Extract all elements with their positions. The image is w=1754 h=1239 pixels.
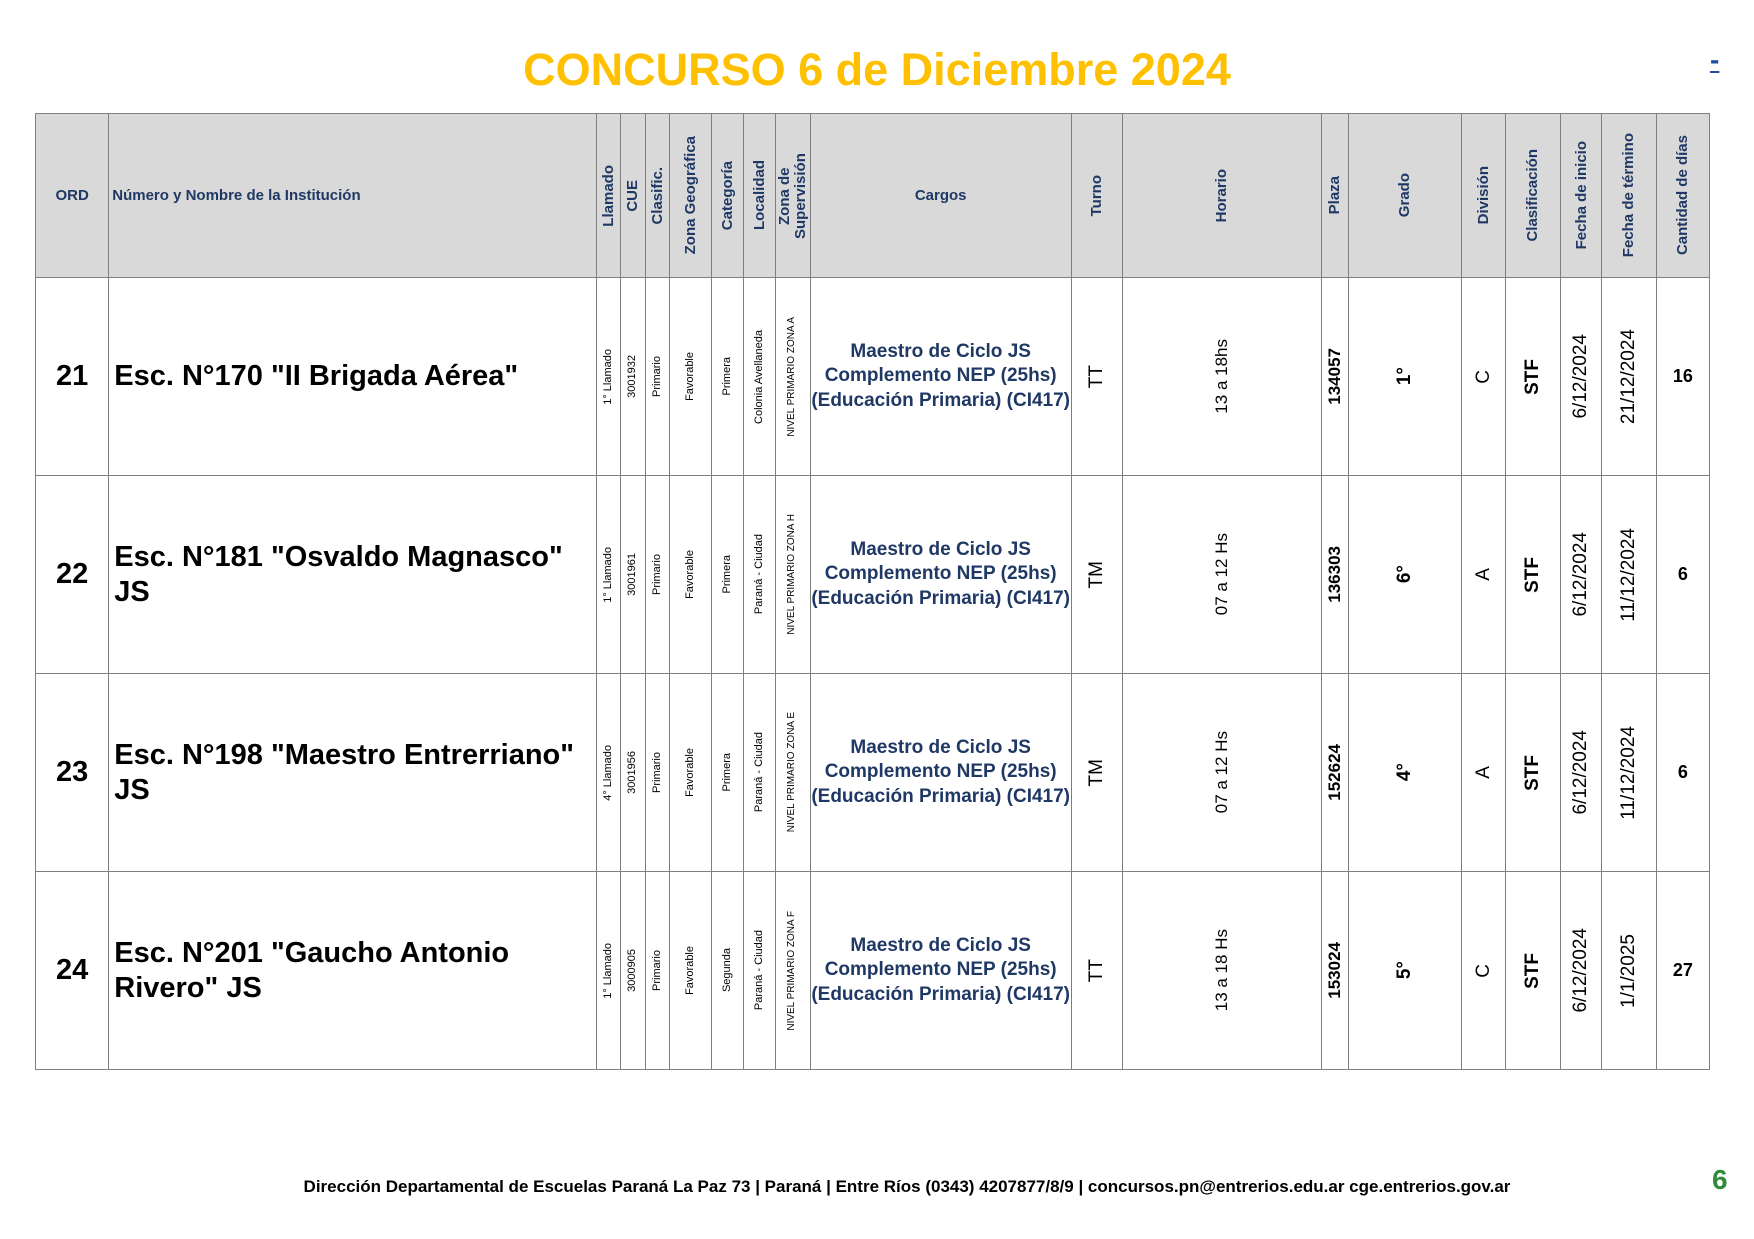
row-horario-value: 13 a 18 Hs <box>1211 929 1231 1012</box>
row-grado-value: 4° <box>1393 763 1415 782</box>
row-zona-supervision-value: NIVEL PRIMARIO ZONA H <box>786 514 798 635</box>
concurso-table <box>35 113 1710 1070</box>
header-cue <box>621 114 646 278</box>
row-plaza-value: 153024 <box>1324 942 1344 999</box>
row-zona-supervision <box>775 278 810 476</box>
row-fecha-inicio <box>1561 674 1602 872</box>
row-fecha-termino-value: 21/12/2024 <box>1618 328 1640 425</box>
header-horario-label: Horario <box>1212 168 1230 223</box>
row-fecha-termino <box>1602 674 1656 872</box>
row-llamado-value: 1° Llamado <box>601 348 614 405</box>
row-clasificacion <box>1506 674 1561 872</box>
row-plaza <box>1321 674 1348 872</box>
row-grado <box>1348 674 1461 872</box>
row-cue-value: 3001956 <box>626 751 639 794</box>
header-fecha-termino <box>1602 114 1656 278</box>
row-cue <box>621 476 646 674</box>
header-categoria-label: Categoría <box>719 160 737 231</box>
row-cargo: Maestro de Ciclo JS Complemento NEP (25hs) (Educación Primaria) (CI417) <box>810 278 1071 476</box>
row-fecha-inicio <box>1561 278 1602 476</box>
row-division-value: A <box>1472 568 1494 581</box>
row-institucion: Esc. N°198 "Maestro Entrerriano" JS <box>109 674 597 872</box>
header-llamado-label: Llamado <box>599 164 617 227</box>
row-cantidad-dias: 6 <box>1656 674 1709 872</box>
header-fecha-termino-label: Fecha de término <box>1620 133 1638 258</box>
header-row <box>36 114 1710 278</box>
row-localidad-value: Colonia Avellaneda <box>752 329 765 424</box>
row-plaza <box>1321 278 1348 476</box>
row-categoria <box>712 476 744 674</box>
row-fecha-inicio-value: 6/12/2024 <box>1570 334 1592 419</box>
row-fecha-termino <box>1602 872 1656 1070</box>
row-zona-geografica <box>670 278 712 476</box>
row-horario-value: 07 a 12 Hs <box>1211 731 1231 814</box>
row-clasific <box>646 872 670 1070</box>
header-division <box>1462 114 1506 278</box>
row-turno <box>1071 278 1122 476</box>
row-zona-supervision-value: NIVEL PRIMARIO ZONA E <box>786 712 798 833</box>
row-categoria <box>712 872 744 1070</box>
table-row <box>36 476 1710 674</box>
row-clasificacion-value: STF <box>1522 952 1544 989</box>
row-ord: 23 <box>36 674 109 872</box>
row-plaza-value: 134057 <box>1324 348 1344 405</box>
row-cue-value: 3001932 <box>626 355 639 398</box>
row-cue-value: 3001961 <box>626 553 639 596</box>
header-turno <box>1071 114 1122 278</box>
row-fecha-inicio-value: 6/12/2024 <box>1570 730 1592 815</box>
row-division <box>1462 476 1506 674</box>
row-cantidad-dias: 27 <box>1656 872 1709 1070</box>
row-llamado-value: 1° Llamado <box>601 546 614 603</box>
row-horario <box>1122 476 1321 674</box>
header-zona-geografica <box>670 114 712 278</box>
row-cantidad-dias: 16 <box>1656 278 1709 476</box>
row-fecha-termino-value: 11/12/2024 <box>1618 527 1640 622</box>
row-grado-value: 1° <box>1393 367 1415 386</box>
row-turno-value: TM <box>1085 560 1107 589</box>
row-grado-value: 6° <box>1393 565 1415 584</box>
row-division-value: A <box>1472 766 1494 779</box>
row-horario <box>1122 278 1321 476</box>
row-clasific <box>646 278 670 476</box>
row-llamado <box>596 476 620 674</box>
row-turno <box>1071 872 1122 1070</box>
row-zona-geografica <box>670 872 712 1070</box>
row-llamado-value: 1° Llamado <box>601 942 614 999</box>
row-categoria-value: Segunda <box>721 948 734 993</box>
row-zona-geografica-value: Favorable <box>684 748 697 797</box>
row-fecha-termino-value: 1/1/2025 <box>1618 933 1640 1008</box>
table-row <box>36 674 1710 872</box>
row-zona-geografica-value: Favorable <box>684 946 697 995</box>
table-row <box>36 872 1710 1070</box>
row-grado <box>1348 278 1461 476</box>
row-clasificacion-value: STF <box>1522 358 1544 395</box>
row-institucion: Esc. N°170 "II Brigada Aérea" <box>109 278 597 476</box>
row-zona-supervision <box>775 674 810 872</box>
row-clasific-value: Primario <box>650 950 663 991</box>
row-plaza-value: 152624 <box>1324 744 1344 801</box>
row-zona-geografica-value: Favorable <box>684 352 697 401</box>
row-localidad <box>744 872 775 1070</box>
header-horario <box>1122 114 1321 278</box>
row-turno <box>1071 674 1122 872</box>
row-zona-supervision <box>775 476 810 674</box>
header-zona-supervision <box>775 114 810 278</box>
header-localidad-label: Localidad <box>750 160 768 231</box>
header-clasificacion-label: Clasificación <box>1524 149 1542 242</box>
header-cantidad-dias-label: Cantidad de días <box>1673 135 1691 256</box>
header-cantidad-dias <box>1656 114 1709 278</box>
row-turno-value: TT <box>1085 958 1107 983</box>
page-number: 6 <box>1712 1164 1728 1195</box>
row-ord: 21 <box>36 278 109 476</box>
row-clasific <box>646 476 670 674</box>
row-zona-geografica <box>670 476 712 674</box>
header-division-label: División <box>1474 166 1492 225</box>
row-plaza-value: 136303 <box>1324 546 1344 603</box>
row-ord: 22 <box>36 476 109 674</box>
row-fecha-termino <box>1602 278 1656 476</box>
row-plaza <box>1321 476 1348 674</box>
row-clasific-value: Primario <box>650 752 663 793</box>
row-ord: 24 <box>36 872 109 1070</box>
header-localidad <box>744 114 775 278</box>
row-turno-value: TM <box>1085 758 1107 787</box>
row-cantidad-dias: 6 <box>1656 476 1709 674</box>
header-clasific-label: Clasific. <box>648 166 666 225</box>
row-turno <box>1071 476 1122 674</box>
row-division <box>1462 278 1506 476</box>
row-categoria-value: Primera <box>721 555 734 594</box>
row-institucion: Esc. N°201 "Gaucho Antonio Rivero" JS <box>109 872 597 1070</box>
corner-link[interactable]: - <box>1710 44 1720 75</box>
row-zona-geografica-value: Favorable <box>684 550 697 599</box>
row-horario-value: 13 a 18hs <box>1211 339 1231 414</box>
row-clasificacion <box>1506 476 1561 674</box>
footer-contact: Dirección Departamental de Escuelas Paraná La Paz 73 | Paraná | Entre Ríos (0343) 4207877/8/9 | concursos.pn@entrerios.edu.ar cge.entrerios.gov.ar <box>303 1177 1511 1196</box>
row-zona-geografica <box>670 674 712 872</box>
header-categoria <box>712 114 744 278</box>
row-division <box>1462 674 1506 872</box>
header-grado <box>1348 114 1461 278</box>
row-grado-value: 5° <box>1393 961 1415 980</box>
row-zona-supervision-value: NIVEL PRIMARIO ZONA F <box>786 910 798 1031</box>
row-horario-value: 07 a 12 Hs <box>1211 533 1231 616</box>
header-llamado <box>596 114 620 278</box>
row-fecha-inicio <box>1561 476 1602 674</box>
row-localidad <box>744 674 775 872</box>
row-cue-value: 3000905 <box>626 949 639 992</box>
row-division-value: C <box>1472 369 1494 384</box>
row-clasificacion-value: STF <box>1522 556 1544 593</box>
row-grado <box>1348 476 1461 674</box>
row-cue <box>621 278 646 476</box>
row-localidad <box>744 476 775 674</box>
row-localidad-value: Paraná - Ciudad <box>752 732 765 813</box>
row-turno-value: TT <box>1085 364 1107 389</box>
row-grado <box>1348 872 1461 1070</box>
row-clasific <box>646 674 670 872</box>
row-categoria <box>712 674 744 872</box>
header-fecha-inicio-label: Fecha de inicio <box>1572 141 1590 250</box>
header-cargos: Cargos <box>810 114 1071 278</box>
row-plaza <box>1321 872 1348 1070</box>
row-division <box>1462 872 1506 1070</box>
row-institucion: Esc. N°181 "Osvaldo Magnasco" JS <box>109 476 597 674</box>
row-cargo: Maestro de Ciclo JS Complemento NEP (25hs) (Educación Primaria) (CI417) <box>810 872 1071 1070</box>
row-categoria <box>712 278 744 476</box>
row-cargo: Maestro de Ciclo JS Complemento NEP (25hs) (Educación Primaria) (CI417) <box>810 674 1071 872</box>
row-fecha-termino-value: 11/12/2024 <box>1618 725 1640 820</box>
header-ord: ORD <box>36 114 109 278</box>
row-localidad-value: Paraná - Ciudad <box>752 930 765 1011</box>
row-localidad <box>744 278 775 476</box>
header-cue-label: CUE <box>624 179 642 212</box>
header-grado-label: Grado <box>1395 173 1413 218</box>
page-title: CONCURSO 6 de Diciembre 2024 <box>523 44 1231 95</box>
header-clasificacion <box>1506 114 1561 278</box>
header-clasific <box>646 114 670 278</box>
row-fecha-termino <box>1602 476 1656 674</box>
row-cue <box>621 674 646 872</box>
row-llamado-value: 4° Llamado <box>601 744 614 801</box>
row-zona-supervision-value: NIVEL PRIMARIO ZONA A <box>786 316 798 437</box>
row-categoria-value: Primera <box>721 357 734 396</box>
header-institucion: Número y Nombre de la Institución <box>109 114 597 278</box>
row-horario <box>1122 674 1321 872</box>
row-horario <box>1122 872 1321 1070</box>
header-zona-supervision-label: Zona de Supervisión <box>775 152 809 239</box>
row-clasificacion <box>1506 278 1561 476</box>
header-turno-label: Turno <box>1087 174 1105 217</box>
row-clasific-value: Primario <box>650 554 663 595</box>
row-llamado <box>596 872 620 1070</box>
row-zona-supervision <box>775 872 810 1070</box>
row-fecha-inicio <box>1561 872 1602 1070</box>
table-row <box>36 278 1710 476</box>
row-fecha-inicio-value: 6/12/2024 <box>1570 532 1592 617</box>
header-plaza-label: Plaza <box>1325 176 1343 215</box>
row-cargo: Maestro de Ciclo JS Complemento NEP (25hs) (Educación Primaria) (CI417) <box>810 476 1071 674</box>
row-fecha-inicio-value: 6/12/2024 <box>1570 928 1592 1013</box>
row-clasificacion <box>1506 872 1561 1070</box>
row-llamado <box>596 674 620 872</box>
header-fecha-inicio <box>1561 114 1602 278</box>
row-clasific-value: Primario <box>650 356 663 397</box>
row-localidad-value: Paraná - Ciudad <box>752 534 765 615</box>
row-categoria-value: Primera <box>721 753 734 792</box>
row-clasificacion-value: STF <box>1522 754 1544 791</box>
header-zona-geografica-label: Zona Geográfica <box>681 136 699 255</box>
row-cue <box>621 872 646 1070</box>
row-division-value: C <box>1472 963 1494 978</box>
header-plaza <box>1321 114 1348 278</box>
row-llamado <box>596 278 620 476</box>
